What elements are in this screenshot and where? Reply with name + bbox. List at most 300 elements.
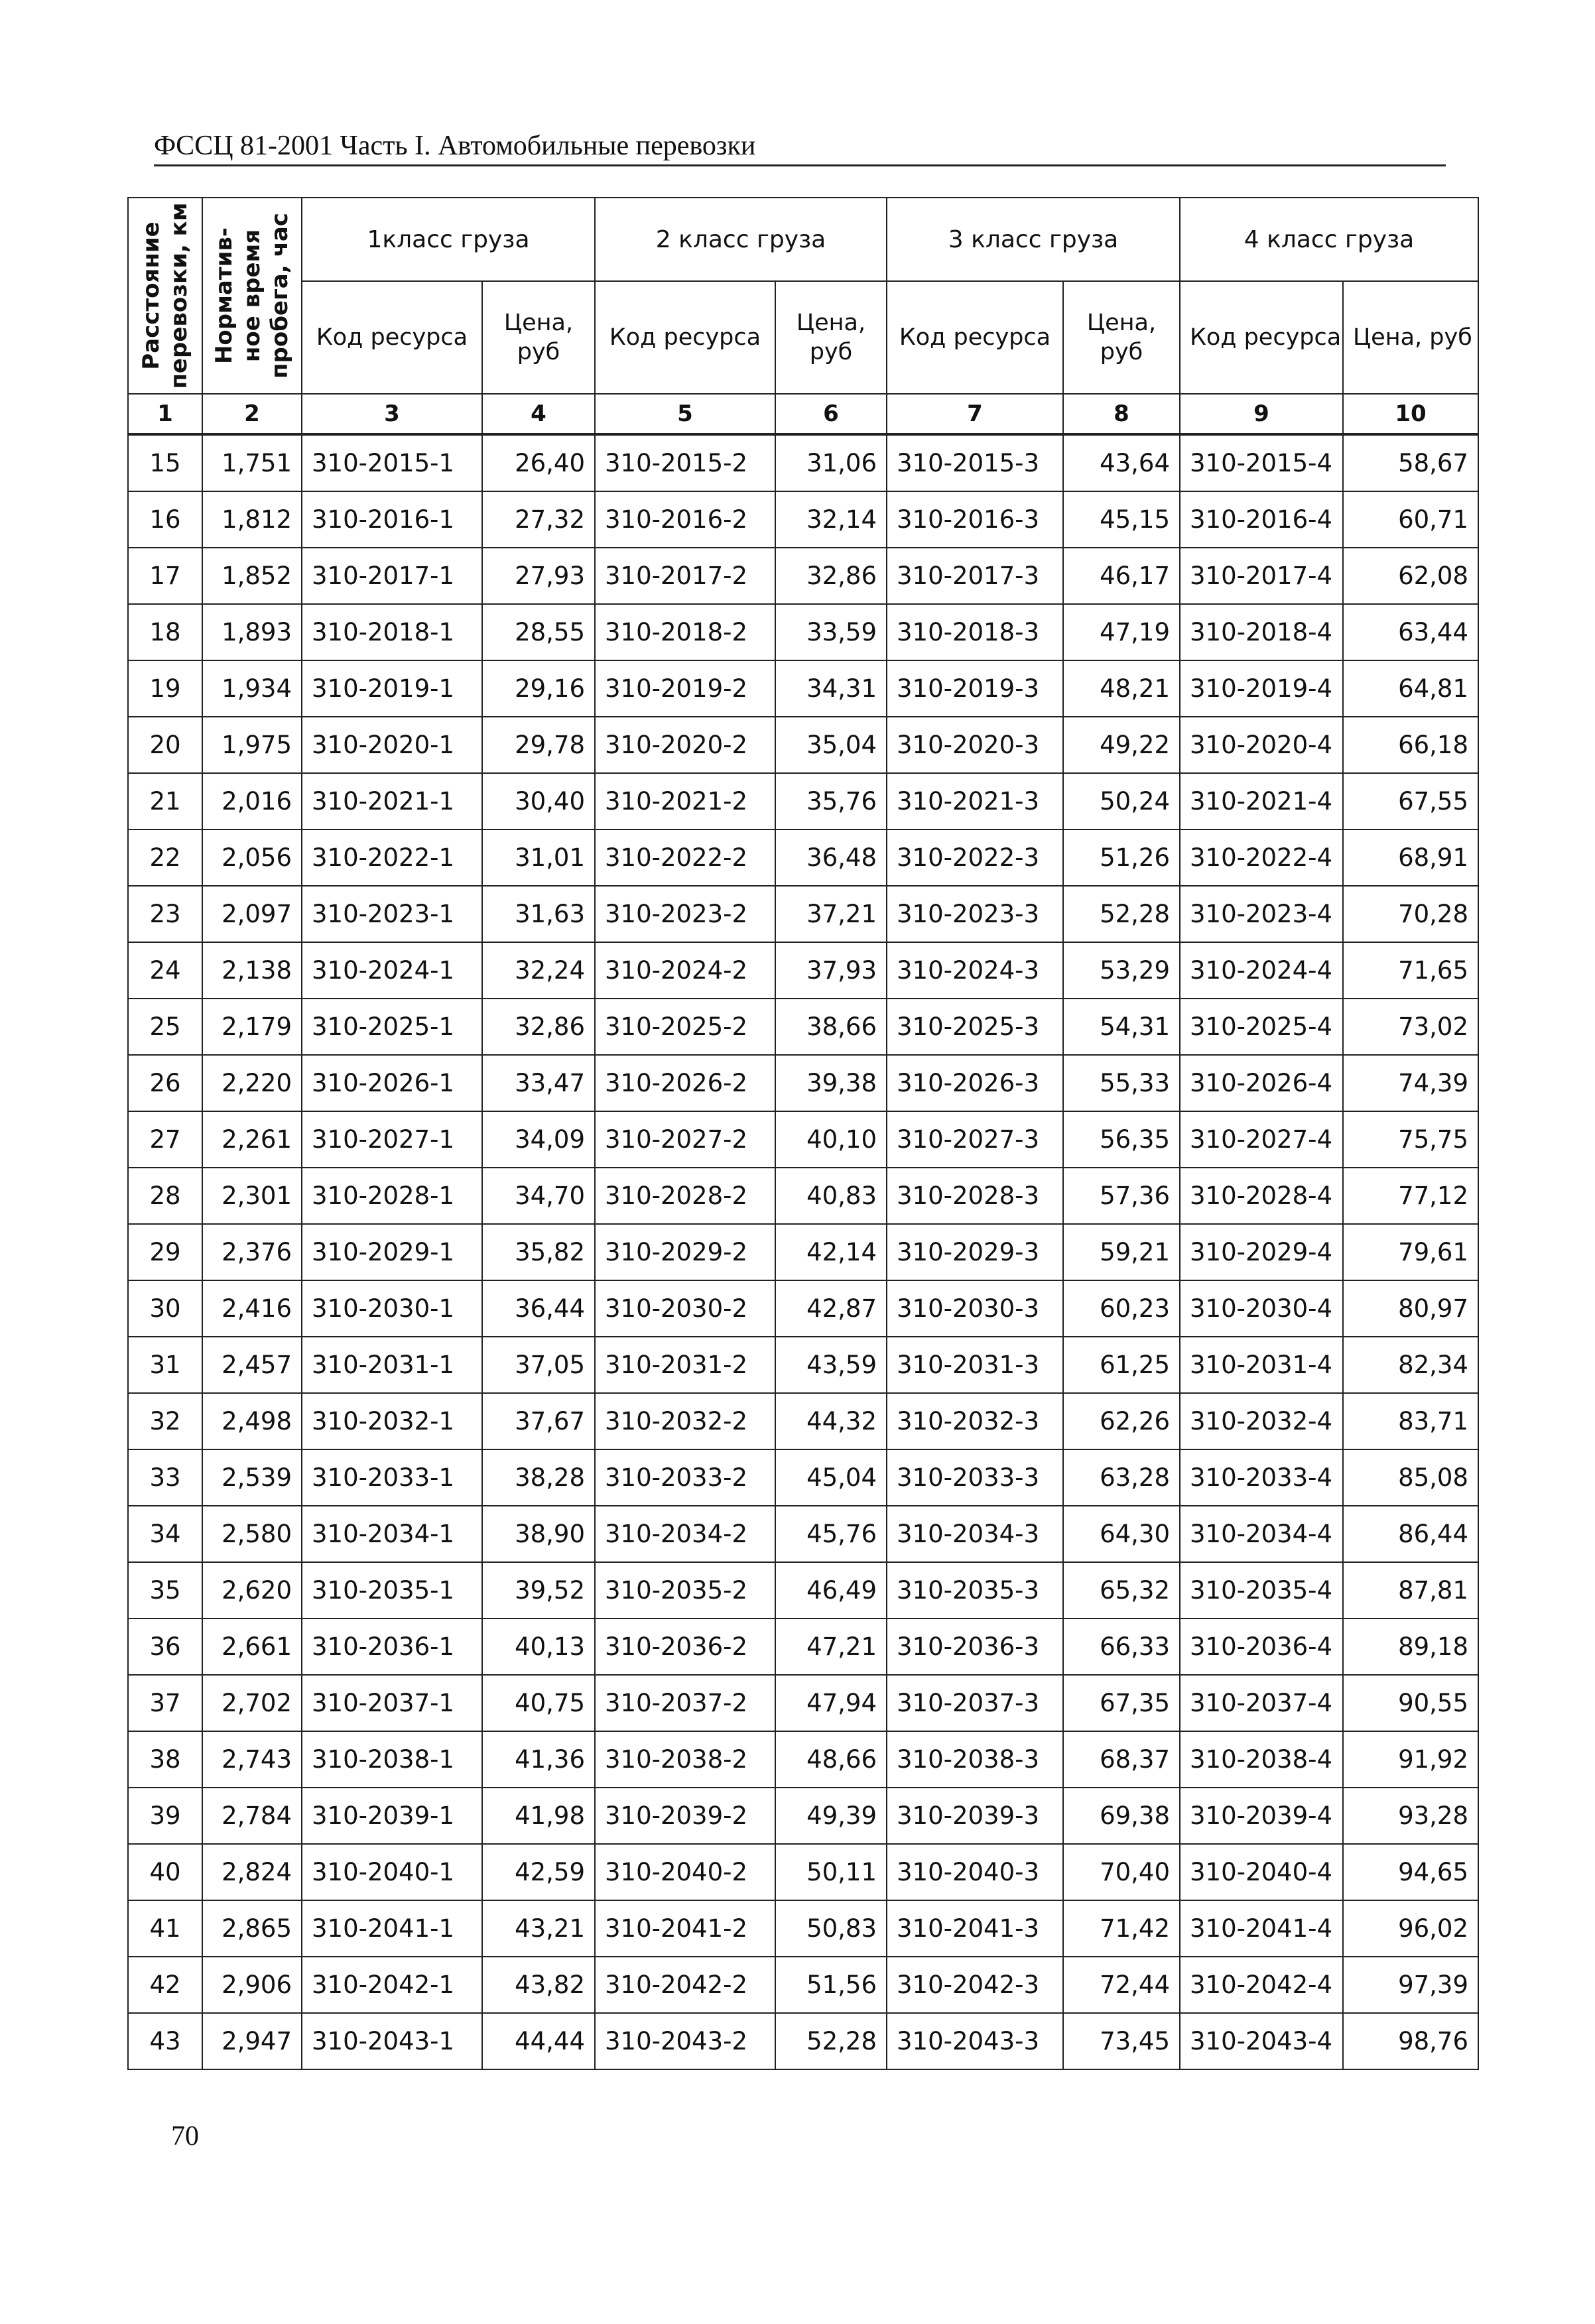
resource-code-cell: 310-2022-1 — [302, 829, 482, 886]
resource-code-cell: 310-2035-2 — [595, 1562, 775, 1619]
column-number: 5 — [595, 394, 775, 434]
time-cell: 2,179 — [202, 999, 302, 1055]
price-cell: 32,24 — [482, 942, 595, 999]
resource-code-cell: 310-2035-3 — [887, 1562, 1063, 1619]
price-cell: 67,35 — [1063, 1675, 1180, 1731]
distance-cell: 30 — [128, 1280, 202, 1337]
resource-code-cell: 310-2043-2 — [595, 2013, 775, 2069]
resource-code-cell: 310-2020-3 — [887, 717, 1063, 773]
distance-cell: 23 — [128, 886, 202, 942]
distance-cell: 39 — [128, 1788, 202, 1844]
distance-cell: 18 — [128, 604, 202, 660]
resource-code-cell: 310-2025-3 — [887, 999, 1063, 1055]
resource-code-cell: 310-2039-1 — [302, 1788, 482, 1844]
resource-code-cell: 310-2040-2 — [595, 1844, 775, 1900]
resource-code-header: Код ресурса — [887, 281, 1063, 394]
price-cell: 38,66 — [775, 999, 887, 1055]
resource-code-cell: 310-2022-2 — [595, 829, 775, 886]
price-cell: 32,86 — [482, 999, 595, 1055]
price-cell: 82,34 — [1343, 1337, 1478, 1393]
time-cell: 2,376 — [202, 1224, 302, 1280]
table-row — [128, 2013, 1478, 2069]
price-cell: 57,36 — [1063, 1168, 1180, 1224]
time-cell: 2,824 — [202, 1844, 302, 1900]
resource-code-cell: 310-2016-1 — [302, 491, 482, 548]
resource-code-cell: 310-2029-4 — [1180, 1224, 1343, 1280]
resource-code-cell: 310-2042-4 — [1180, 1957, 1343, 2013]
distance-cell: 37 — [128, 1675, 202, 1731]
table-row — [128, 1337, 1478, 1393]
price-cell: 29,16 — [482, 660, 595, 717]
price-cell: 40,83 — [775, 1168, 887, 1224]
price-cell: 75,75 — [1343, 1111, 1478, 1168]
resource-code-cell: 310-2027-2 — [595, 1111, 775, 1168]
price-cell: 43,64 — [1063, 434, 1180, 491]
column-number: 10 — [1343, 394, 1478, 434]
price-cell: 62,26 — [1063, 1393, 1180, 1449]
resource-code-cell: 310-2025-1 — [302, 999, 482, 1055]
time-cell: 1,812 — [202, 491, 302, 548]
price-cell: 59,21 — [1063, 1224, 1180, 1280]
price-cell: 63,44 — [1343, 604, 1478, 660]
column-number: 8 — [1063, 394, 1180, 434]
price-cell: 91,92 — [1343, 1731, 1478, 1788]
price-cell: 45,76 — [775, 1506, 887, 1562]
table-row — [128, 773, 1478, 829]
distance-cell: 33 — [128, 1449, 202, 1506]
table-row — [128, 1900, 1478, 1957]
resource-code-cell: 310-2015-2 — [595, 434, 775, 491]
resource-code-cell: 310-2041-4 — [1180, 1900, 1343, 1957]
price-cell: 38,28 — [482, 1449, 595, 1506]
time-cell: 2,016 — [202, 773, 302, 829]
time-cell: 2,539 — [202, 1449, 302, 1506]
resource-code-cell: 310-2023-4 — [1180, 886, 1343, 942]
price-cell: 70,28 — [1343, 886, 1478, 942]
resource-code-cell: 310-2024-4 — [1180, 942, 1343, 999]
distance-cell: 31 — [128, 1337, 202, 1393]
price-cell: 90,55 — [1343, 1675, 1478, 1731]
table-row — [128, 1449, 1478, 1506]
resource-code-cell: 310-2033-2 — [595, 1449, 775, 1506]
price-cell: 68,37 — [1063, 1731, 1180, 1788]
price-cell: 39,38 — [775, 1055, 887, 1111]
resource-code-cell: 310-2036-3 — [887, 1619, 1063, 1675]
resource-code-cell: 310-2033-3 — [887, 1449, 1063, 1506]
price-cell: 38,90 — [482, 1506, 595, 1562]
resource-code-cell: 310-2042-3 — [887, 1957, 1063, 2013]
distance-cell: 40 — [128, 1844, 202, 1900]
resource-code-cell: 310-2020-2 — [595, 717, 775, 773]
resource-code-cell: 310-2028-4 — [1180, 1168, 1343, 1224]
distance-cell: 28 — [128, 1168, 202, 1224]
resource-code-cell: 310-2019-4 — [1180, 660, 1343, 717]
price-cell: 54,31 — [1063, 999, 1180, 1055]
resource-code-cell: 310-2018-4 — [1180, 604, 1343, 660]
price-cell: 87,81 — [1343, 1562, 1478, 1619]
price-cell: 68,91 — [1343, 829, 1478, 886]
resource-code-cell: 310-2016-4 — [1180, 491, 1343, 548]
resource-code-cell: 310-2028-2 — [595, 1168, 775, 1224]
price-header: Цена, руб — [775, 281, 887, 394]
resource-code-cell: 310-2032-2 — [595, 1393, 775, 1449]
price-cell: 36,48 — [775, 829, 887, 886]
resource-code-cell: 310-2030-4 — [1180, 1280, 1343, 1337]
time-cell: 2,620 — [202, 1562, 302, 1619]
price-cell: 67,55 — [1343, 773, 1478, 829]
price-cell: 43,21 — [482, 1900, 595, 1957]
resource-code-cell: 310-2040-3 — [887, 1844, 1063, 1900]
table-row — [128, 942, 1478, 999]
time-cell: 2,498 — [202, 1393, 302, 1449]
price-cell: 89,18 — [1343, 1619, 1478, 1675]
table-row — [128, 1675, 1478, 1731]
time-cell: 1,934 — [202, 660, 302, 717]
price-cell: 34,31 — [775, 660, 887, 717]
price-cell: 28,55 — [482, 604, 595, 660]
time-cell: 2,580 — [202, 1506, 302, 1562]
time-cell: 2,906 — [202, 1957, 302, 2013]
resource-code-cell: 310-2041-3 — [887, 1900, 1063, 1957]
price-cell: 66,18 — [1343, 717, 1478, 773]
resource-code-header: Код ресурса — [302, 281, 482, 394]
price-cell: 32,86 — [775, 548, 887, 604]
price-cell: 32,14 — [775, 491, 887, 548]
price-cell: 41,36 — [482, 1731, 595, 1788]
resource-code-cell: 310-2019-2 — [595, 660, 775, 717]
price-cell: 39,52 — [482, 1562, 595, 1619]
resource-code-cell: 310-2027-4 — [1180, 1111, 1343, 1168]
price-cell: 60,23 — [1063, 1280, 1180, 1337]
price-cell: 34,70 — [482, 1168, 595, 1224]
price-cell: 49,22 — [1063, 717, 1180, 773]
resource-code-cell: 310-2026-1 — [302, 1055, 482, 1111]
distance-cell: 41 — [128, 1900, 202, 1957]
resource-code-cell: 310-2015-3 — [887, 434, 1063, 491]
resource-code-cell: 310-2031-4 — [1180, 1337, 1343, 1393]
price-cell: 40,13 — [482, 1619, 595, 1675]
resource-code-cell: 310-2032-4 — [1180, 1393, 1343, 1449]
table-row — [128, 1788, 1478, 1844]
price-cell: 55,33 — [1063, 1055, 1180, 1111]
table-row — [128, 829, 1478, 886]
price-cell: 44,32 — [775, 1393, 887, 1449]
time-cell: 2,097 — [202, 886, 302, 942]
price-cell: 71,65 — [1343, 942, 1478, 999]
resource-code-cell: 310-2041-2 — [595, 1900, 775, 1957]
price-cell: 93,28 — [1343, 1788, 1478, 1844]
resource-code-cell: 310-2031-3 — [887, 1337, 1063, 1393]
price-cell: 47,19 — [1063, 604, 1180, 660]
time-cell: 2,416 — [202, 1280, 302, 1337]
table-row — [128, 1280, 1478, 1337]
resource-code-cell: 310-2018-3 — [887, 604, 1063, 660]
time-cell: 2,261 — [202, 1111, 302, 1168]
price-cell: 37,21 — [775, 886, 887, 942]
class-2-header: 2 класс груза — [595, 198, 887, 281]
resource-code-cell: 310-2029-3 — [887, 1224, 1063, 1280]
price-cell: 42,87 — [775, 1280, 887, 1337]
resource-code-cell: 310-2016-3 — [887, 491, 1063, 548]
price-cell: 31,01 — [482, 829, 595, 886]
price-cell: 61,25 — [1063, 1337, 1180, 1393]
resource-code-cell: 310-2026-4 — [1180, 1055, 1343, 1111]
resource-code-cell: 310-2032-1 — [302, 1393, 482, 1449]
table-row — [128, 1562, 1478, 1619]
time-cell: 1,975 — [202, 717, 302, 773]
table-row — [128, 717, 1478, 773]
table-row — [128, 1393, 1478, 1449]
price-cell: 40,10 — [775, 1111, 887, 1168]
resource-code-cell: 310-2040-1 — [302, 1844, 482, 1900]
resource-code-cell: 310-2015-4 — [1180, 434, 1343, 491]
price-cell: 53,29 — [1063, 942, 1180, 999]
price-cell: 42,59 — [482, 1844, 595, 1900]
resource-code-cell: 310-2027-3 — [887, 1111, 1063, 1168]
price-cell: 70,40 — [1063, 1844, 1180, 1900]
price-cell: 46,17 — [1063, 548, 1180, 604]
resource-code-cell: 310-2020-1 — [302, 717, 482, 773]
price-header: Цена, руб — [482, 281, 595, 394]
time-cell: 2,661 — [202, 1619, 302, 1675]
price-cell: 52,28 — [775, 2013, 887, 2069]
resource-code-cell: 310-2030-3 — [887, 1280, 1063, 1337]
price-cell: 34,09 — [482, 1111, 595, 1168]
resource-code-cell: 310-2027-1 — [302, 1111, 482, 1168]
resource-code-header: Код ресурса — [1180, 281, 1343, 394]
resource-code-cell: 310-2026-3 — [887, 1055, 1063, 1111]
resource-code-cell: 310-2017-1 — [302, 548, 482, 604]
table-row — [128, 886, 1478, 942]
resource-code-cell: 310-2037-2 — [595, 1675, 775, 1731]
price-cell: 85,08 — [1343, 1449, 1478, 1506]
price-cell: 45,04 — [775, 1449, 887, 1506]
price-cell: 43,82 — [482, 1957, 595, 2013]
column-number: 2 — [202, 394, 302, 434]
distance-cell: 36 — [128, 1619, 202, 1675]
table-row — [128, 1111, 1478, 1168]
time-column-header: Норматив- ное время пробега, час — [202, 198, 302, 394]
price-cell: 65,32 — [1063, 1562, 1180, 1619]
table-row — [128, 434, 1478, 491]
class-1-header: 1класс груза — [302, 198, 595, 281]
distance-cell: 17 — [128, 548, 202, 604]
table-row — [128, 548, 1478, 604]
price-cell: 73,02 — [1343, 999, 1478, 1055]
column-number: 4 — [482, 394, 595, 434]
price-cell: 41,98 — [482, 1788, 595, 1844]
time-cell: 1,893 — [202, 604, 302, 660]
resource-code-cell: 310-2036-4 — [1180, 1619, 1343, 1675]
time-cell: 2,702 — [202, 1675, 302, 1731]
price-cell: 36,44 — [482, 1280, 595, 1337]
resource-code-cell: 310-2033-1 — [302, 1449, 482, 1506]
table-body — [128, 434, 1478, 2069]
price-cell: 37,05 — [482, 1337, 595, 1393]
distance-cell: 16 — [128, 491, 202, 548]
distance-cell: 20 — [128, 717, 202, 773]
resource-code-cell: 310-2015-1 — [302, 434, 482, 491]
table-row — [128, 1619, 1478, 1675]
price-cell: 40,75 — [482, 1675, 595, 1731]
resource-code-cell: 310-2043-3 — [887, 2013, 1063, 2069]
resource-code-cell: 310-2020-4 — [1180, 717, 1343, 773]
column-number: 3 — [302, 394, 482, 434]
price-cell: 72,44 — [1063, 1957, 1180, 2013]
resource-code-cell: 310-2033-4 — [1180, 1449, 1343, 1506]
resource-code-cell: 310-2041-1 — [302, 1900, 482, 1957]
price-cell: 73,45 — [1063, 2013, 1180, 2069]
table-row — [128, 604, 1478, 660]
price-cell: 27,93 — [482, 548, 595, 604]
price-cell: 29,78 — [482, 717, 595, 773]
time-cell: 2,220 — [202, 1055, 302, 1111]
resource-code-cell: 310-2034-2 — [595, 1506, 775, 1562]
resource-code-cell: 310-2039-4 — [1180, 1788, 1343, 1844]
price-cell: 43,59 — [775, 1337, 887, 1393]
resource-code-cell: 310-2018-2 — [595, 604, 775, 660]
distance-cell: 29 — [128, 1224, 202, 1280]
time-cell: 1,751 — [202, 434, 302, 491]
resource-code-cell: 310-2043-1 — [302, 2013, 482, 2069]
price-cell: 48,66 — [775, 1731, 887, 1788]
resource-code-cell: 310-2019-3 — [887, 660, 1063, 717]
resource-code-cell: 310-2037-4 — [1180, 1675, 1343, 1731]
price-cell: 62,08 — [1343, 548, 1478, 604]
price-cell: 31,06 — [775, 434, 887, 491]
resource-code-cell: 310-2018-1 — [302, 604, 482, 660]
table-row — [128, 1224, 1478, 1280]
price-cell: 35,82 — [482, 1224, 595, 1280]
price-cell: 30,40 — [482, 773, 595, 829]
price-cell: 60,71 — [1343, 491, 1478, 548]
price-cell: 56,35 — [1063, 1111, 1180, 1168]
resource-code-cell: 310-2038-3 — [887, 1731, 1063, 1788]
resource-code-cell: 310-2016-2 — [595, 491, 775, 548]
page-number: 70 — [171, 2121, 199, 2152]
resource-code-cell: 310-2036-1 — [302, 1619, 482, 1675]
table-row — [128, 1957, 1478, 2013]
distance-cell: 35 — [128, 1562, 202, 1619]
time-cell: 2,947 — [202, 2013, 302, 2069]
resource-code-cell: 310-2023-2 — [595, 886, 775, 942]
distance-column-header: Расстояние перевозки, км — [128, 198, 202, 394]
price-cell: 47,94 — [775, 1675, 887, 1731]
price-cell: 44,44 — [482, 2013, 595, 2069]
resource-code-cell: 310-2024-1 — [302, 942, 482, 999]
page-header: ФССЦ 81-2001 Часть I. Автомобильные перевозки — [154, 130, 1446, 166]
resource-code-cell: 310-2032-3 — [887, 1393, 1063, 1449]
distance-cell: 21 — [128, 773, 202, 829]
price-cell: 74,39 — [1343, 1055, 1478, 1111]
resource-code-cell: 310-2034-1 — [302, 1506, 482, 1562]
price-cell: 42,14 — [775, 1224, 887, 1280]
price-cell: 83,71 — [1343, 1393, 1478, 1449]
resource-code-cell: 310-2017-4 — [1180, 548, 1343, 604]
distance-cell: 15 — [128, 434, 202, 491]
resource-code-cell: 310-2043-4 — [1180, 2013, 1343, 2069]
resource-code-cell: 310-2038-4 — [1180, 1731, 1343, 1788]
price-cell: 35,04 — [775, 717, 887, 773]
price-cell: 45,15 — [1063, 491, 1180, 548]
resource-code-cell: 310-2022-4 — [1180, 829, 1343, 886]
table-row — [128, 999, 1478, 1055]
price-table — [127, 197, 1479, 2070]
resource-code-cell: 310-2021-3 — [887, 773, 1063, 829]
resource-code-cell: 310-2030-2 — [595, 1280, 775, 1337]
resource-code-cell: 310-2037-1 — [302, 1675, 482, 1731]
time-cell: 2,865 — [202, 1900, 302, 1957]
price-cell: 50,83 — [775, 1900, 887, 1957]
price-cell: 79,61 — [1343, 1224, 1478, 1280]
class-3-header: 3 класс груза — [887, 198, 1180, 281]
resource-code-cell: 310-2026-2 — [595, 1055, 775, 1111]
price-cell: 66,33 — [1063, 1619, 1180, 1675]
table-row — [128, 1844, 1478, 1900]
resource-code-cell: 310-2037-3 — [887, 1675, 1063, 1731]
resource-code-cell: 310-2034-3 — [887, 1506, 1063, 1562]
resource-code-cell: 310-2042-1 — [302, 1957, 482, 2013]
distance-cell: 43 — [128, 2013, 202, 2069]
price-cell: 98,76 — [1343, 2013, 1478, 2069]
resource-code-cell: 310-2040-4 — [1180, 1844, 1343, 1900]
resource-code-cell: 310-2021-2 — [595, 773, 775, 829]
price-header: Цена, руб — [1063, 281, 1180, 394]
price-cell: 35,76 — [775, 773, 887, 829]
table-row — [128, 1731, 1478, 1788]
resource-code-cell: 310-2038-2 — [595, 1731, 775, 1788]
resource-code-cell: 310-2029-1 — [302, 1224, 482, 1280]
price-cell: 50,24 — [1063, 773, 1180, 829]
price-cell: 31,63 — [482, 886, 595, 942]
column-number: 1 — [128, 394, 202, 434]
price-cell: 97,39 — [1343, 1957, 1478, 2013]
resource-code-cell: 310-2029-2 — [595, 1224, 775, 1280]
price-cell: 37,67 — [482, 1393, 595, 1449]
resource-code-cell: 310-2028-1 — [302, 1168, 482, 1224]
time-cell: 2,743 — [202, 1731, 302, 1788]
resource-code-cell: 310-2031-2 — [595, 1337, 775, 1393]
time-cell: 1,852 — [202, 548, 302, 604]
price-cell: 51,26 — [1063, 829, 1180, 886]
resource-code-cell: 310-2030-1 — [302, 1280, 482, 1337]
price-cell: 80,97 — [1343, 1280, 1478, 1337]
resource-code-cell: 310-2023-3 — [887, 886, 1063, 942]
resource-code-header: Код ресурса — [595, 281, 775, 394]
price-cell: 48,21 — [1063, 660, 1180, 717]
resource-code-cell: 310-2024-2 — [595, 942, 775, 999]
price-cell: 51,56 — [775, 1957, 887, 2013]
price-cell: 64,30 — [1063, 1506, 1180, 1562]
resource-code-cell: 310-2025-2 — [595, 999, 775, 1055]
price-cell: 37,93 — [775, 942, 887, 999]
price-cell: 50,11 — [775, 1844, 887, 1900]
resource-code-cell: 310-2039-3 — [887, 1788, 1063, 1844]
price-cell: 33,47 — [482, 1055, 595, 1111]
price-cell: 46,49 — [775, 1562, 887, 1619]
time-cell: 2,457 — [202, 1337, 302, 1393]
resource-code-cell: 310-2034-4 — [1180, 1506, 1343, 1562]
distance-cell: 24 — [128, 942, 202, 999]
price-cell: 52,28 — [1063, 886, 1180, 942]
price-header: Цена, руб — [1343, 281, 1478, 394]
price-cell: 26,40 — [482, 434, 595, 491]
table-row — [128, 1055, 1478, 1111]
column-number-row — [128, 394, 1478, 434]
distance-cell: 34 — [128, 1506, 202, 1562]
resource-code-cell: 310-2042-2 — [595, 1957, 775, 2013]
price-cell: 33,59 — [775, 604, 887, 660]
